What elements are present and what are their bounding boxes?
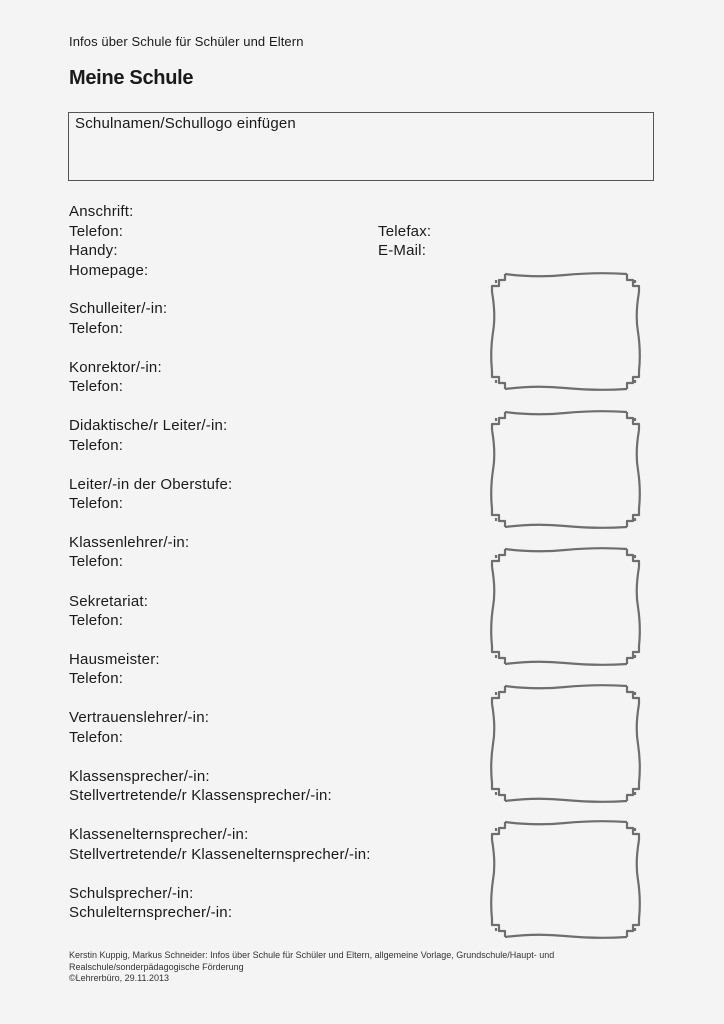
email-label: E-Mail: <box>378 242 427 259</box>
role-student-rep: Schulsprecher/-in: <box>69 885 194 902</box>
address-label: Anschrift: <box>69 203 134 220</box>
role-upper-school-leader: Leiter/-in der Oberstufe: <box>69 476 233 493</box>
role-secretariat: Sekretariat: <box>69 593 149 610</box>
role-didactic-leader: Didaktische/r Leiter/-in: <box>69 417 228 434</box>
role-parent-council-rep: Schulelternsprecher/-in: <box>69 904 233 921</box>
page-title: Meine Schule <box>69 67 194 89</box>
document-footer <box>69 950 629 985</box>
role-class-teacher: Klassenlehrer/-in: <box>69 534 190 551</box>
photo-frame-icon[interactable] <box>487 818 644 941</box>
role-upper-school-leader-phone: Telefon: <box>69 495 124 512</box>
role-caretaker: Hausmeister: <box>69 651 160 668</box>
role-principal: Schulleiter/-in: <box>69 300 168 317</box>
role-class-rep-deputy: Stellvertretende/r Klassensprecher/-in: <box>69 787 332 804</box>
photo-frame-icon[interactable] <box>487 682 644 805</box>
photo-frame-icon[interactable] <box>487 408 644 531</box>
photo-frame-icon[interactable] <box>487 270 644 393</box>
school-logo-box[interactable] <box>68 112 654 181</box>
footer-school-types-line: Realschule/sonderpädagogische Förderung <box>69 961 244 972</box>
role-parent-rep: Klassenelternsprecher/-in: <box>69 826 249 843</box>
role-liaison-teacher: Vertrauenslehrer/-in: <box>69 709 210 726</box>
mobile-label: Handy: <box>69 242 118 259</box>
role-principal-phone: Telefon: <box>69 320 124 337</box>
fax-label: Telefax: <box>378 223 432 240</box>
role-didactic-leader-phone: Telefon: <box>69 437 124 454</box>
role-vice-principal: Konrektor/-in: <box>69 359 162 376</box>
footer-copyright-line: ©Lehrerbüro, 29.11.2013 <box>69 973 170 983</box>
photo-frame-icon[interactable] <box>487 545 644 668</box>
role-parent-rep-deputy: Stellvertretende/r Klassenelternsprecher/-in: <box>69 846 371 863</box>
role-class-rep: Klassensprecher/-in: <box>69 768 210 785</box>
phone-label: Telefon: <box>69 223 124 240</box>
role-vice-principal-phone: Telefon: <box>69 378 124 395</box>
document-header: Infos über Schule für Schüler und Eltern <box>69 34 304 49</box>
homepage-label: Homepage: <box>69 262 149 279</box>
logo-box-label: Schulnamen/Schullogo einfügen <box>75 115 296 132</box>
role-class-teacher-phone: Telefon: <box>69 553 124 570</box>
role-liaison-teacher-phone: Telefon: <box>69 729 124 746</box>
role-secretariat-phone: Telefon: <box>69 612 124 629</box>
role-caretaker-phone: Telefon: <box>69 670 124 687</box>
footer-credits-line: Kerstin Kuppig, Markus Schneider: Infos über Schule für Schüler und Eltern, allgemeine Vorlage, Grundschule/Haupt- und <box>69 950 555 960</box>
